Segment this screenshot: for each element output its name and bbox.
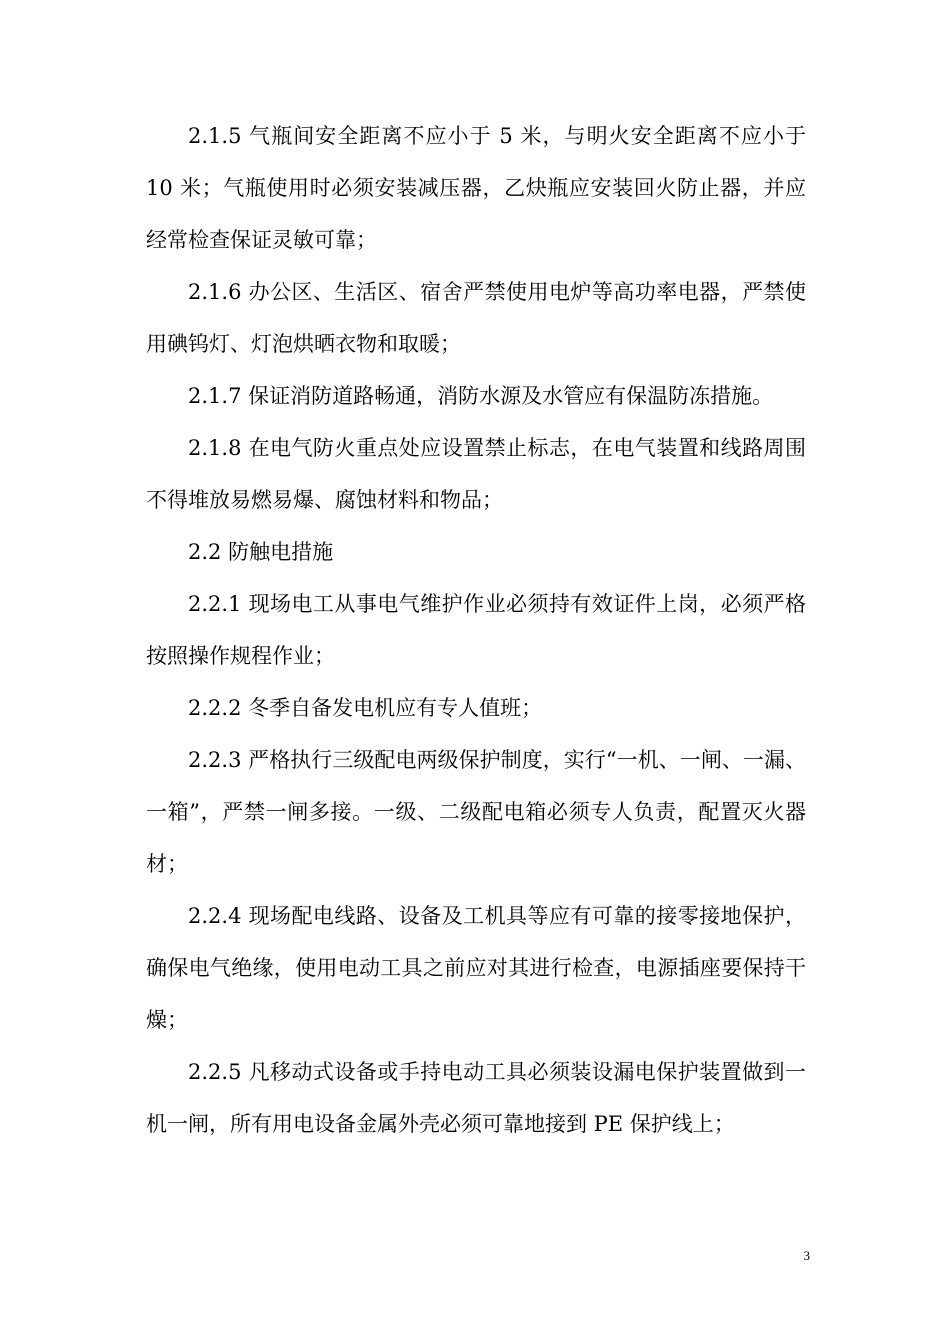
page-number: 3 [803, 1248, 810, 1263]
section-heading-2-2: 2.2 防触电措施 [188, 540, 334, 564]
paragraph-2-1-5: 2.1.5 气瓶间安全距离不应小于 5 米，与明火安全距离不应小于 10 米；气瓶使用时必须安装减压器，乙炔瓶应安装回火防止器，并应经常检查保证灵敏可靠； [146, 124, 806, 252]
paragraph-2-2-1: 2.2.1 现场电工从事电气维护作业必须持有效证件上岗，必须严格按照操作规程作业； [146, 592, 806, 668]
paragraph-2-2-3: 2.2.3 严格执行三级配电两级保护制度，实行“一机、一闸、一漏、一箱”，严禁一闸多接。一级、二级配电箱必须专人负责，配置灭火器材； [146, 748, 806, 876]
paragraph-2-2-5: 2.2.5 凡移动式设备或手持电动工具必须装设漏电保护装置做到一机一闸，所有用电设备金属外壳必须可靠地接到 PE 保护线上； [146, 1060, 806, 1136]
paragraph-2-2-2: 2.2.2 冬季自备发电机应有专人值班； [188, 696, 543, 720]
document-body [146, 110, 806, 1150]
paragraph-2-1-7: 2.1.7 保证消防道路畅通，消防水源及水管应有保温防冻措施。 [188, 384, 774, 408]
paragraph-2-2-4: 2.2.4 现场配电线路、设备及工机具等应有可靠的接零接地保护，确保电气绝缘，使用电动工具之前应对其进行检查，电源插座要保持干燥； [146, 904, 806, 1032]
paragraph-2-1-6: 2.1.6 办公区、生活区、宿舍严禁使用电炉等高功率电器，严禁使用碘钨灯、灯泡烘晒衣物和取暖； [146, 280, 806, 356]
paragraph-2-1-8: 2.1.8 在电气防火重点处应设置禁止标志，在电气装置和线路周围不得堆放易燃易爆、腐蚀材料和物品； [146, 436, 806, 512]
